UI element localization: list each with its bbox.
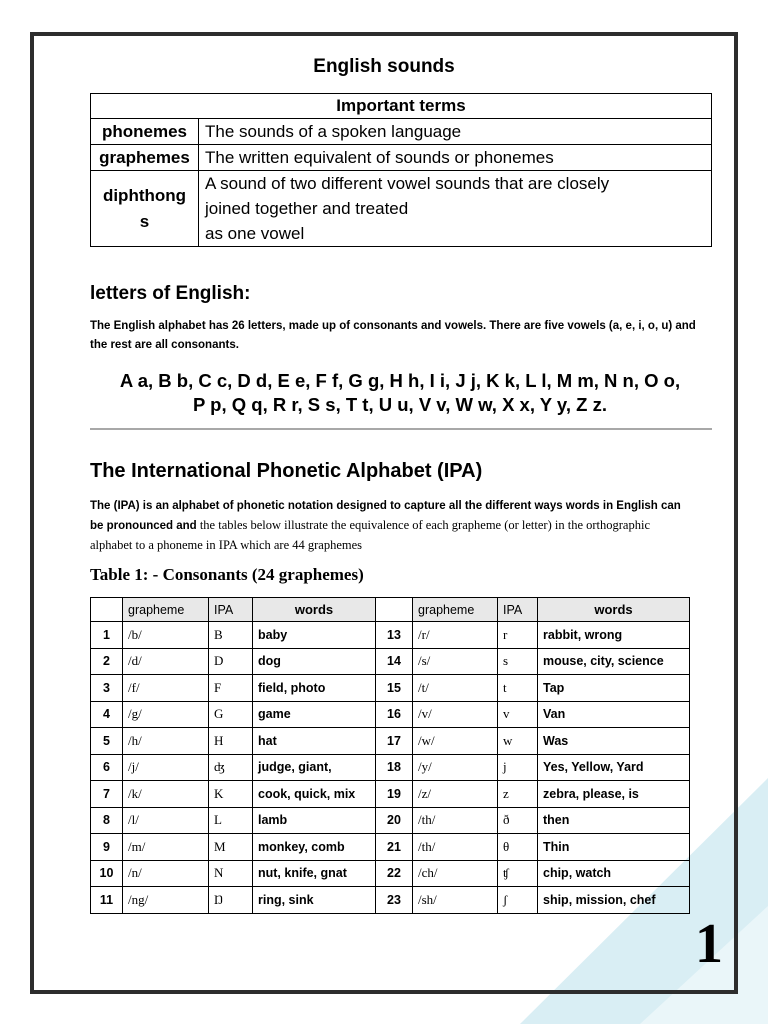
ipa-cell: v xyxy=(498,701,538,728)
paragraph-line: The English alphabet has 26 letters, made up of consonants and vowels. There are five vowels (a, e, i, o, u) and xyxy=(90,320,696,332)
definition-line: joined together and treated xyxy=(205,199,409,218)
table-row xyxy=(91,754,690,781)
table-row xyxy=(91,807,690,834)
words-cell: game xyxy=(253,701,376,728)
term-definition xyxy=(199,145,712,171)
paragraph-line: The (IPA) is an alphabet of phonetic notation designed to capture all the different ways words in English can xyxy=(90,500,681,512)
term-graphemes: graphemes xyxy=(91,145,199,171)
row-number: 16 xyxy=(376,701,413,728)
ipa-cell: B xyxy=(209,622,253,649)
header-grapheme: grapheme xyxy=(413,598,498,622)
term-definition xyxy=(199,171,712,247)
table-row xyxy=(91,834,690,861)
table-row xyxy=(91,701,690,728)
grapheme-cell: /d/ xyxy=(123,648,209,675)
ipa-cell: M xyxy=(209,834,253,861)
row-number: 7 xyxy=(91,781,123,808)
definition-line: A sound of two different vowel sounds that are closely xyxy=(205,174,610,193)
row-number: 11 xyxy=(91,887,123,914)
term-phonemes: phonemes xyxy=(91,119,199,145)
words-cell: dog xyxy=(253,648,376,675)
row-number: 14 xyxy=(376,648,413,675)
words-cell: lamb xyxy=(253,807,376,834)
ipa-cell: L xyxy=(209,807,253,834)
ipa-cell: w xyxy=(498,728,538,755)
words-cell: hat xyxy=(253,728,376,755)
consonants-table-caption: Table 1: - Consonants (24 graphemes) xyxy=(90,565,364,584)
row-number: 18 xyxy=(376,754,413,781)
words-cell: Yes, Yellow, Yard xyxy=(538,754,690,781)
ipa-cell: z xyxy=(498,781,538,808)
words-cell: then xyxy=(538,807,690,834)
ipa-cell: Ŋ xyxy=(209,887,253,914)
table-header-row xyxy=(91,598,690,622)
term-row xyxy=(91,171,712,247)
grapheme-cell: /h/ xyxy=(123,728,209,755)
table-row xyxy=(91,860,690,887)
words-cell: Thin xyxy=(538,834,690,861)
grapheme-cell: /j/ xyxy=(123,754,209,781)
paragraph-line xyxy=(90,516,712,536)
definition-line: The sounds of a spoken language xyxy=(205,122,462,141)
document-title: English sounds xyxy=(313,56,455,77)
important-terms-table xyxy=(90,93,712,247)
table-row xyxy=(91,675,690,702)
row-number: 9 xyxy=(91,834,123,861)
row-number: 5 xyxy=(91,728,123,755)
terms-table-header: Important terms xyxy=(91,94,712,119)
grapheme-cell: /w/ xyxy=(413,728,498,755)
words-cell: Was xyxy=(538,728,690,755)
definition-line: The written equivalent of sounds or phonemes xyxy=(205,148,554,167)
term-line: s xyxy=(139,211,150,231)
page-number: 1 xyxy=(695,913,723,975)
row-number: 17 xyxy=(376,728,413,755)
grapheme-cell: /th/ xyxy=(413,807,498,834)
grapheme-cell: /ch/ xyxy=(413,860,498,887)
words-cell: Van xyxy=(538,701,690,728)
words-cell: cook, quick, mix xyxy=(253,781,376,808)
ipa-cell: N xyxy=(209,860,253,887)
row-number: 2 xyxy=(91,648,123,675)
words-cell: judge, giant, xyxy=(253,754,376,781)
header-ipa: IPA xyxy=(209,598,253,622)
paragraph-line: the rest are all consonants. xyxy=(90,339,239,351)
term-definition xyxy=(199,119,712,145)
row-number: 23 xyxy=(376,887,413,914)
words-cell: ring, sink xyxy=(253,887,376,914)
grapheme-cell: /th/ xyxy=(413,834,498,861)
header-words: words xyxy=(538,598,690,622)
grapheme-cell: /ng/ xyxy=(123,887,209,914)
ipa-description xyxy=(90,497,712,555)
row-number: 6 xyxy=(91,754,123,781)
ipa-cell: θ xyxy=(498,834,538,861)
ipa-cell: ʤ xyxy=(209,754,253,781)
row-number: 20 xyxy=(376,807,413,834)
row-number: 13 xyxy=(376,622,413,649)
words-cell: baby xyxy=(253,622,376,649)
ipa-cell: ʃ xyxy=(498,887,538,914)
term-line: diphthong xyxy=(102,185,187,205)
term-row xyxy=(91,145,712,171)
grapheme-cell: /t/ xyxy=(413,675,498,702)
grapheme-cell: /g/ xyxy=(123,701,209,728)
ipa-cell: ð xyxy=(498,807,538,834)
row-number: 15 xyxy=(376,675,413,702)
grapheme-cell: /v/ xyxy=(413,701,498,728)
words-cell: mouse, city, science xyxy=(538,648,690,675)
row-number: 1 xyxy=(91,622,123,649)
words-cell: monkey, comb xyxy=(253,834,376,861)
ipa-cell: j xyxy=(498,754,538,781)
table-row xyxy=(91,887,690,914)
ipa-cell: s xyxy=(498,648,538,675)
grapheme-cell: /k/ xyxy=(123,781,209,808)
words-cell: Tap xyxy=(538,675,690,702)
grapheme-cell: /b/ xyxy=(123,622,209,649)
header-ipa: IPA xyxy=(498,598,538,622)
row-number: 19 xyxy=(376,781,413,808)
grapheme-cell: /l/ xyxy=(123,807,209,834)
row-number: 22 xyxy=(376,860,413,887)
definition-line: as one vowel xyxy=(205,224,305,243)
alphabet-description xyxy=(90,317,712,355)
grapheme-cell: /sh/ xyxy=(413,887,498,914)
term-diphthongs xyxy=(91,171,199,247)
ipa-cell: D xyxy=(209,648,253,675)
header-blank xyxy=(91,598,123,622)
words-cell: zebra, please, is xyxy=(538,781,690,808)
ipa-cell: t xyxy=(498,675,538,702)
alphabet-line: A a, B b, C c, D d, E e, F f, G g, H h, I i, J j, K k, L l, M m, N n, O o, xyxy=(119,370,681,391)
header-words: words xyxy=(253,598,376,622)
ipa-heading: The International Phonetic Alphabet (IPA) xyxy=(90,460,483,482)
paragraph-serif-part: the tables below illustrate the equivalence of each grapheme (or letter) in the orthographic xyxy=(196,518,650,532)
row-number: 4 xyxy=(91,701,123,728)
words-cell: field, photo xyxy=(253,675,376,702)
ipa-cell: G xyxy=(209,701,253,728)
table-row xyxy=(91,781,690,808)
words-cell: rabbit, wrong xyxy=(538,622,690,649)
header-blank xyxy=(376,598,413,622)
ipa-cell: r xyxy=(498,622,538,649)
paragraph-bold-part: be pronounced and xyxy=(90,520,197,532)
row-number: 21 xyxy=(376,834,413,861)
words-cell: chip, watch xyxy=(538,860,690,887)
grapheme-cell: /r/ xyxy=(413,622,498,649)
header-grapheme: grapheme xyxy=(123,598,209,622)
row-number: 10 xyxy=(91,860,123,887)
consonants-table xyxy=(90,597,690,914)
alphabet-line: P p, Q q, R r, S s, T t, U u, V v, W w, X x, Y y, Z z. xyxy=(193,394,607,415)
ipa-cell: H xyxy=(209,728,253,755)
grapheme-cell: /z/ xyxy=(413,781,498,808)
ipa-cell: K xyxy=(209,781,253,808)
letters-heading: letters of English: xyxy=(90,283,251,304)
grapheme-cell: /y/ xyxy=(413,754,498,781)
section-divider xyxy=(90,428,712,430)
row-number: 8 xyxy=(91,807,123,834)
row-number: 3 xyxy=(91,675,123,702)
ipa-cell: ʧ xyxy=(498,860,538,887)
term-row xyxy=(91,119,712,145)
words-cell: nut, knife, gnat xyxy=(253,860,376,887)
ipa-cell: F xyxy=(209,675,253,702)
grapheme-cell: /f/ xyxy=(123,675,209,702)
grapheme-cell: /n/ xyxy=(123,860,209,887)
alphabet-list xyxy=(80,369,720,417)
table-row xyxy=(91,648,690,675)
grapheme-cell: /s/ xyxy=(413,648,498,675)
words-cell: ship, mission, chef xyxy=(538,887,690,914)
grapheme-cell: /m/ xyxy=(123,834,209,861)
table-row xyxy=(91,728,690,755)
paragraph-line: alphabet to a phoneme in IPA which are 44 graphemes xyxy=(90,538,363,552)
table-row xyxy=(91,622,690,649)
